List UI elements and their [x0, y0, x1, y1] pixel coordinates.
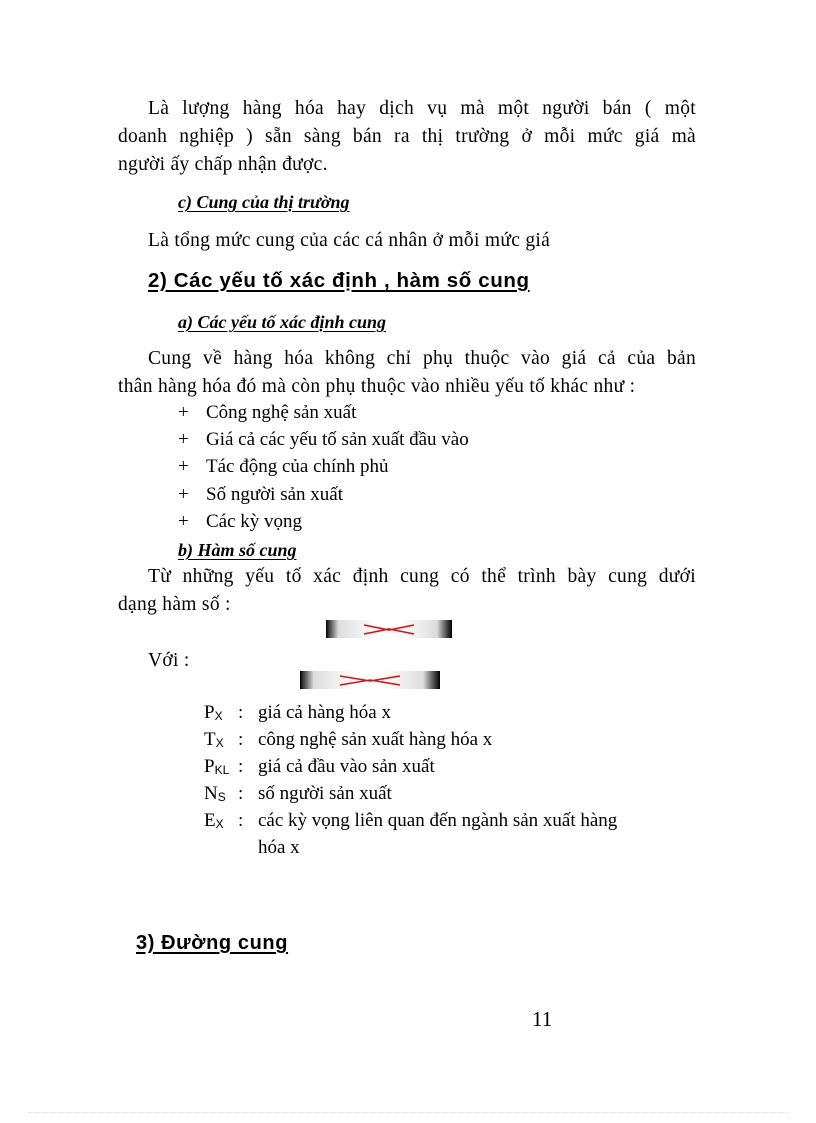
- paragraph-line: người ấy chấp nhận được.: [118, 154, 328, 175]
- variable-row: $N_S$ : số người sản xuất: [204, 783, 392, 804]
- list-item: + Giá cả các yếu tố sản xuất đầu vào: [178, 429, 469, 450]
- formula-cross-mark: [326, 620, 452, 638]
- formula-cross-mark: [300, 671, 440, 689]
- variable-row: $P_X$ : giá cả hàng hóa x: [204, 702, 391, 723]
- paragraph-line: Là lượng hàng hóa hay dịch vụ mà một người bán ( một: [148, 98, 696, 119]
- paragraph-line: dạng hàm số :: [118, 594, 231, 615]
- section-heading-2: 2) Các yếu tố xác định , hàm số cung: [148, 269, 530, 292]
- list-item: + Số người sản xuất: [178, 484, 343, 505]
- subheading-supply-factors: a) Các yếu tố xác định cung: [178, 312, 387, 332]
- paragraph-line: Với :: [148, 650, 190, 671]
- subheading-supply-function: b) Hàm số cung: [178, 540, 297, 560]
- list-item: + Công nghệ sản xuất: [178, 402, 357, 423]
- page-number: 11: [532, 1007, 553, 1031]
- page-bottom-divider: [28, 1112, 788, 1113]
- list-item: + Các kỳ vọng: [178, 511, 303, 532]
- paragraph-line: Là tổng mức cung của các cá nhân ở mỗi mức giá: [148, 230, 551, 251]
- formula-image: [300, 671, 440, 689]
- variable-row: $P_{KL}$ : giá cả đầu vào sản xuất: [204, 756, 435, 777]
- paragraph-line: Từ những yếu tố xác định cung có thể trình bày cung dưới: [148, 566, 696, 587]
- variable-row: $T_X$ : công nghệ sản xuất hàng hóa x: [204, 729, 493, 750]
- list-item: + Tác động của chính phủ: [178, 456, 389, 477]
- formula-image: [326, 620, 452, 638]
- paragraph-line: thân hàng hóa đó mà còn phụ thuộc vào nhiều yếu tố khác như :: [118, 376, 636, 397]
- variable-row-continuation: hóa x: [258, 837, 300, 858]
- variable-row: $E_X$ : các kỳ vọng liên quan đến ngành sản xuất hàng: [204, 810, 618, 831]
- paragraph-line: Cung về hàng hóa không chỉ phụ thuộc vào giá cả của bản: [148, 348, 696, 369]
- subheading-market-supply: c) Cung của thị trường: [178, 192, 350, 212]
- section-heading-3: 3) Đường cung: [136, 932, 289, 954]
- paragraph-line: doanh nghiệp ) sẵn sàng bán ra thị trường ở mỗi mức giá mà: [118, 126, 696, 147]
